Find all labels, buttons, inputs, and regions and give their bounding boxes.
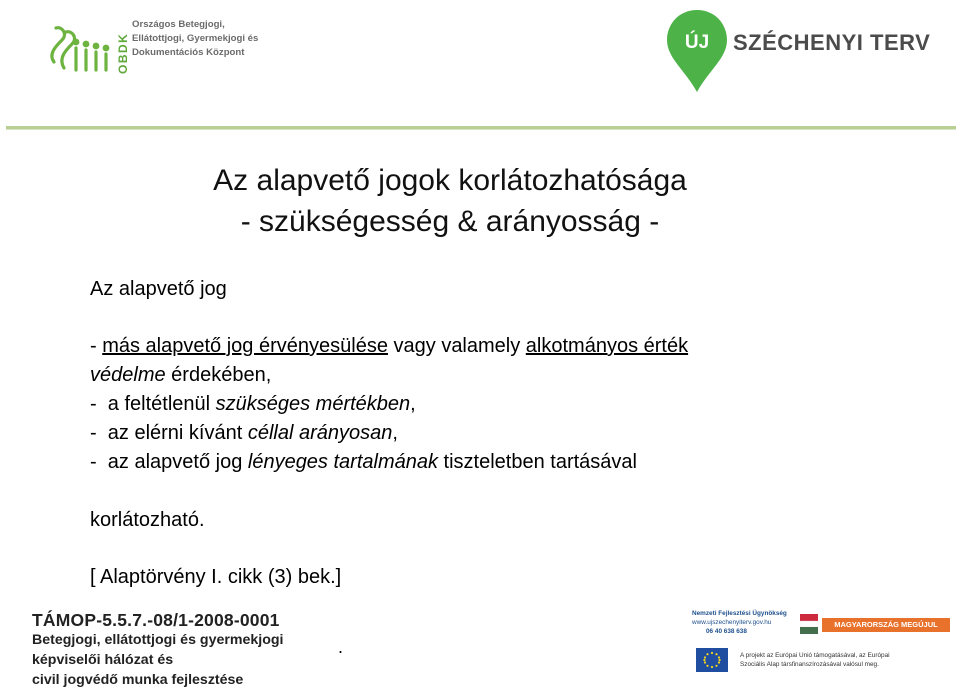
- agency-web: www.ujszechenyiterv.gov.hu: [692, 619, 772, 626]
- italic-phrase: lényeges tartalmának: [247, 451, 438, 473]
- szechenyi-terv-text: SZÉCHENYI TERV: [733, 30, 931, 55]
- obdk-vertical-label: [116, 16, 130, 76]
- project-info: [32, 610, 283, 690]
- text: - az alapvető jog: [90, 451, 248, 473]
- text: - az elérni kívánt: [90, 422, 248, 444]
- text: ,: [410, 393, 416, 415]
- stray-dot: .: [338, 637, 344, 657]
- map-pin-icon: [665, 8, 729, 94]
- text: ,: [392, 422, 398, 444]
- text: érdekében,: [165, 364, 272, 386]
- page-title: Az alapvető jogok korlátozhatósága: [213, 164, 687, 197]
- obdk-figures-icon: [46, 18, 114, 78]
- eu-funding-line-2: Szociális Alap társfinanszírozásával valósul meg.: [740, 661, 879, 668]
- eu-funding-line-1: A projekt az Európai Unió támogatásával, az Európai: [740, 652, 890, 659]
- page-subtitle: - szükségesség & arányosság -: [240, 205, 660, 238]
- body-line-5: [90, 450, 637, 474]
- body-line-4: [90, 421, 398, 445]
- obdk-logo: [46, 14, 276, 80]
- agency-name: Nemzeti Fejlesztési Ügynökség: [692, 610, 787, 617]
- legal-reference: [ Alaptörvény I. cikk (3) bek.]: [90, 566, 342, 588]
- project-line-2: képviselői hálózat és: [32, 652, 174, 668]
- eu-flag-icon: [696, 648, 728, 672]
- agency-phone: 06 40 638 638: [706, 628, 747, 635]
- text: vagy valamely: [387, 335, 526, 357]
- italic-phrase: védelme: [90, 364, 166, 386]
- svg-text:OBDK: OBDK: [116, 32, 130, 74]
- project-line-3: civil jogvédő munka fejlesztése: [32, 672, 244, 688]
- obdk-line-1: Országos Betegjogi,: [132, 19, 225, 30]
- intro-text: Az alapvető jog: [90, 278, 227, 300]
- underlined-phrase-2: alkotmányos érték: [525, 335, 689, 357]
- project-code: TÁMOP-5.5.7.-08/1-2008-0001: [32, 610, 280, 630]
- conclusion-text: korlátozható.: [90, 509, 205, 531]
- text: - a feltétlenül: [90, 393, 216, 415]
- text: tiszteletben tartásával: [437, 451, 637, 473]
- italic-phrase: céllal arányosan: [247, 422, 393, 444]
- obdk-name: [132, 18, 258, 59]
- obdk-line-2: Ellátottjogi, Gyermekjogi és: [132, 32, 259, 44]
- underlined-phrase-1: más alapvető jog érvényesülése: [102, 335, 388, 357]
- svg-text:ÚJ: ÚJ: [684, 32, 710, 53]
- project-line-1: Betegjogi, ellátottjogi és gyermekjogi: [32, 632, 284, 648]
- body-line-2: [90, 363, 271, 387]
- uj-szechenyi-terv-logo: [665, 8, 935, 94]
- body-line-3: [90, 392, 416, 416]
- magyarorszag-megujul-banner: MAGYARORSZÁG MEGÚJUL: [822, 618, 950, 632]
- italic-phrase: szükséges mértékben: [215, 393, 411, 415]
- header-divider: [6, 126, 956, 130]
- funding-logos: [690, 606, 952, 688]
- hungarian-flag-icon: [800, 614, 818, 634]
- obdk-line-3: Dokumentációs Központ: [132, 46, 245, 58]
- dash: -: [90, 335, 103, 357]
- body-line-1: [90, 334, 688, 358]
